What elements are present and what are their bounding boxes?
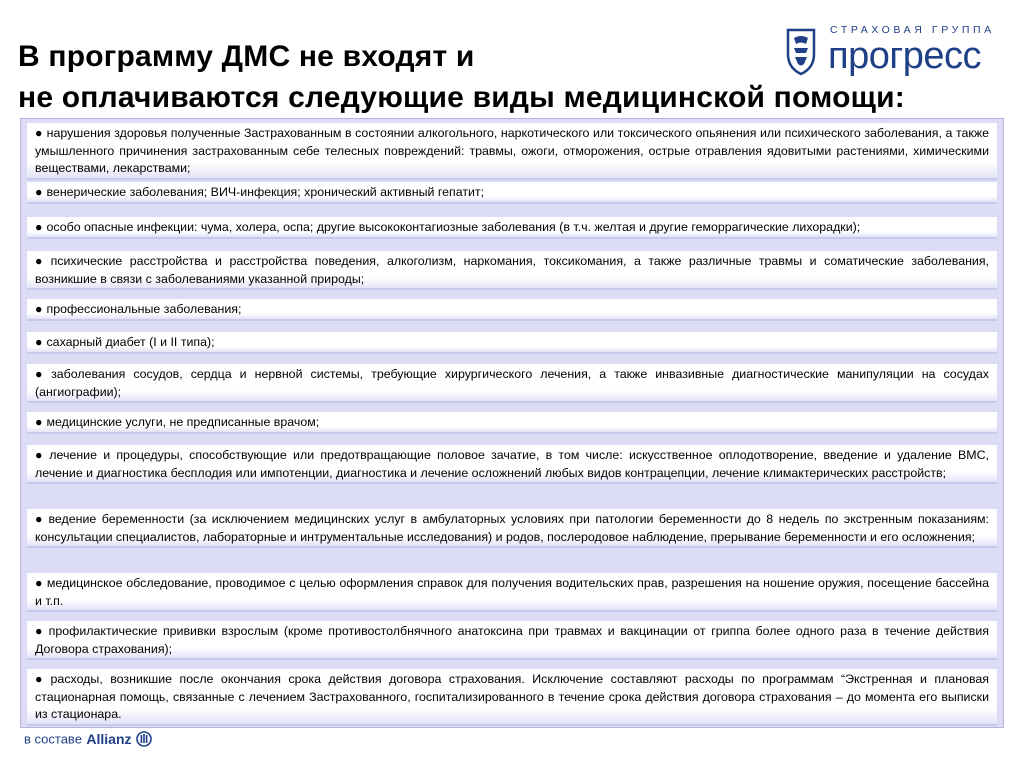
bullet-icon: ●: [35, 126, 43, 140]
title-line-1: В программу ДМС не входят и: [18, 40, 475, 73]
allianz-footer: [24, 730, 152, 750]
griffin-shield-icon: [784, 26, 818, 76]
bullet-icon: ●: [35, 576, 43, 590]
list-item: ● медицинское обследование, проводимое с целью оформления справок для получения водительских прав, разрешения на ношение оружия, посещение бассейна и т.п.: [27, 573, 997, 612]
allianz-eagle-icon: [136, 731, 152, 747]
bullet-icon: ●: [35, 220, 43, 234]
bullet-icon: ●: [35, 335, 43, 349]
list-item: ● профилактические прививки взрослым (кроме противостолбнячного анатоксина при травмах и вакцинации от гриппа более одного раза в течение действия Договора страхования);: [27, 621, 997, 660]
list-item: ● лечение и процедуры, способствующие или предотвращающие половое зачатие, в том числе: искусственное оплодотворение, введение и удаление ВМС, лечение и диагностика бесплодия или импотенции, диагностика и лечение осложнений любых видов контрацепции, лечение климактерических расстройств;: [27, 445, 997, 484]
progress-logo: [784, 24, 1000, 80]
bullet-icon: ●: [35, 367, 48, 381]
title-line-2: не оплачиваются следующие виды медицинской помощи:: [18, 81, 905, 114]
footer-prefix: в составе: [24, 731, 82, 747]
list-item: ● венерические заболевания; ВИЧ-инфекция; хронический активный гепатит;: [27, 182, 997, 204]
logo-name: прогресс: [828, 35, 981, 77]
list-item: ● заболевания сосудов, сердца и нервной системы, требующие хирургического лечения, а также инвазивные диагностические манипуляции на сосудах (ангиографии);: [27, 364, 997, 403]
bullet-icon: ●: [35, 185, 43, 199]
list-item: ● расходы, возникшие после окончания срока действия договора страхования. Исключение составляют расходы по программам “Экстренная и плановая стационарная помощь, связанные с лечением Застрахованного, госпитализированного в течение срока действия договора страхования – до момента его выписки из стационара.: [27, 669, 997, 726]
list-item: ● нарушения здоровья полученные Застрахованным в состоянии алкогольного, наркотического или токсического опьянения или психического заболевания, а также умышленного причинения застрахованным себе телесных повреждений: травмы, ожоги, отморожения, острые отравления ядовитыми растениями, химическими веществами, лекарствами;: [27, 123, 997, 180]
list-item: ● особо опасные инфекции: чума, холера, оспа; другие высококонтагиозные заболевания (в т.ч. желтая и другие геморрагические лихорадки);: [27, 217, 997, 239]
list-item: ● ведение беременности (за исключением медицинских услуг в амбулаторных условиях при патологии беременности до 8 недель по экстренным показаниям: консультации специалистов, лабораторные и интрументальные исследования) и родов, послеродовое наблюдение, прерывание беременности и его осложнения;: [27, 509, 997, 548]
logo-tagline: СТРАХОВАЯ ГРУППА: [830, 24, 995, 36]
list-item: ● сахарный диабет (I и II типа);: [27, 332, 997, 354]
bullet-icon: ●: [35, 624, 45, 638]
bullet-icon: ●: [35, 448, 46, 462]
list-item: ● медицинские услуги, не предписанные врачом;: [27, 412, 997, 434]
list-item: ● психические расстройства и расстройства поведения, алкоголизм, наркомания, токсикомания, а также различные травмы и соматические заболевания, возникшие в связи с заболеваниями указанной природы;: [27, 251, 997, 290]
footer-brand: Allianz: [86, 730, 132, 747]
bullet-icon: ●: [35, 254, 47, 268]
bullet-icon: ●: [35, 512, 45, 526]
bullet-icon: ●: [35, 415, 43, 429]
bullet-icon: ●: [35, 672, 47, 686]
bullet-icon: ●: [35, 302, 43, 316]
exclusions-panel: [20, 118, 1004, 728]
list-item: ● профессиональные заболевания;: [27, 299, 997, 321]
